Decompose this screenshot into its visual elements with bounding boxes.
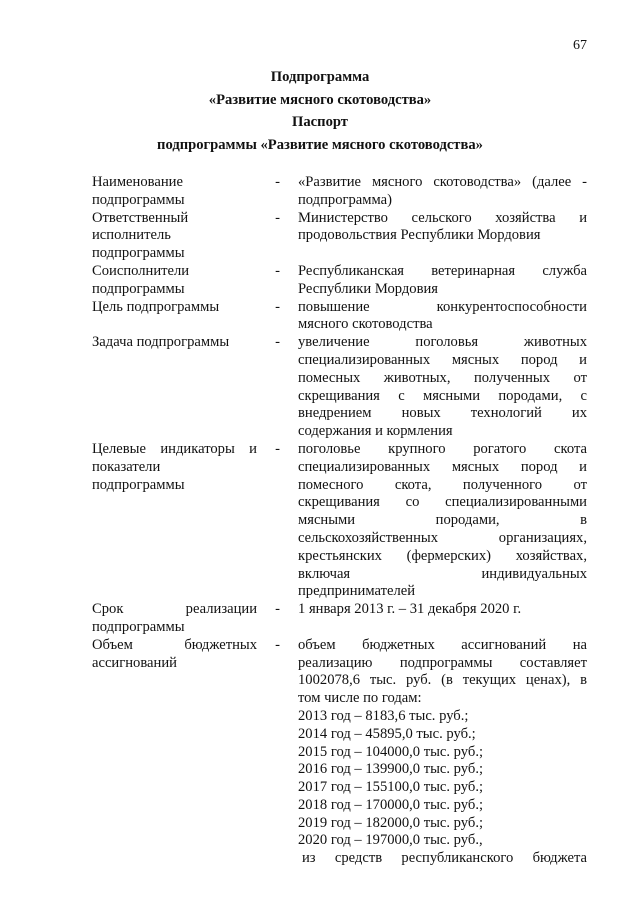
page-number: 67 xyxy=(573,38,587,53)
label-line: Цель подпрограммы xyxy=(92,298,220,315)
value-line: специализированных мясных пород и xyxy=(298,351,587,368)
label-line: подпрограммы xyxy=(92,280,185,297)
value-line: скрещивания с мясными породами, с xyxy=(298,387,587,404)
row-value xyxy=(298,441,587,601)
value-line: предпринимателей xyxy=(298,583,416,600)
value-line: «Развитие мясного скотоводства» (далее - xyxy=(298,174,587,190)
value-line: из средств республиканского бюджета xyxy=(302,850,587,867)
heading-subprogram: Подпрограмма xyxy=(270,69,370,85)
label-line: Ответственный xyxy=(92,209,189,226)
label-line: Объем бюджетных xyxy=(92,636,257,653)
row-dash: - xyxy=(275,636,280,653)
value-line: внедрением новых технологий их xyxy=(298,405,587,422)
value-line: мясного скотоводства xyxy=(298,316,433,333)
passport-row-goal xyxy=(92,299,587,335)
value-line: увеличение поголовья животных xyxy=(298,334,587,351)
value-line: крестьянских (фермерских) хозяйствах, xyxy=(298,547,587,564)
value-line: помесного скота, полученного от xyxy=(298,476,587,493)
row-label xyxy=(92,210,257,263)
value-line: Республиканская ветеринарная служба xyxy=(298,262,587,279)
passport-row-coexecutors xyxy=(92,263,587,299)
row-dash: - xyxy=(275,174,280,190)
label-line: подпрограммы xyxy=(92,191,185,208)
row-dash: - xyxy=(275,262,280,279)
label-line: Соисполнители xyxy=(92,262,190,279)
passport-row-budget xyxy=(92,637,587,868)
value-line: Министерство сельского хозяйства и xyxy=(298,209,587,226)
row-dash: - xyxy=(275,601,280,618)
row-dash: - xyxy=(275,209,280,226)
value-line: специализированных мясных пород и xyxy=(298,458,587,475)
value-line: объем бюджетных ассигнований на xyxy=(298,636,587,653)
document-headings xyxy=(0,66,640,156)
passport-row-term xyxy=(92,601,587,637)
value-line: подпрограмма) xyxy=(298,191,392,208)
value-line: том числе по годам: xyxy=(298,690,422,707)
row-dash: - xyxy=(275,298,280,315)
budget-year-line: 2014 год – 45895,0 тыс. руб.; xyxy=(298,725,476,742)
budget-year-line: 2020 год – 197000,0 тыс. руб., xyxy=(298,832,483,849)
row-label xyxy=(92,441,257,494)
value-line: 1002078,6 тыс. руб. (в текущих ценах), в xyxy=(298,672,587,689)
row-value xyxy=(298,299,587,335)
passport-row-name xyxy=(92,174,587,210)
row-label xyxy=(92,174,257,210)
passport-table xyxy=(92,174,587,868)
row-label xyxy=(92,263,257,299)
heading-subprogram-title: «Развитие мясного скотоводства» xyxy=(208,91,432,108)
value-line: реализацию подпрограммы составляет xyxy=(298,654,587,671)
value-line: продовольствия Республики Мордовия xyxy=(298,227,541,244)
budget-year-line: 2016 год – 139900,0 тыс. руб.; xyxy=(298,761,484,778)
budget-year-line: 2013 год – 8183,6 тыс. руб.; xyxy=(298,707,469,724)
row-label xyxy=(92,334,257,352)
row-value xyxy=(298,263,587,299)
budget-year-line: 2017 год – 155100,0 тыс. руб.; xyxy=(298,779,484,796)
value-line: содержания и кормления xyxy=(298,423,453,440)
row-label xyxy=(92,637,257,673)
label-line: исполнитель xyxy=(92,227,171,244)
row-label xyxy=(92,299,257,317)
heading-passport: Паспорт xyxy=(292,114,348,130)
value-line: включая индивидуальных xyxy=(298,565,587,582)
value-line: сельскохозяйственных организациях, xyxy=(298,529,587,546)
row-dash: - xyxy=(275,334,280,351)
value-line: скрещивания со специализированными xyxy=(298,494,587,511)
value-line: поголовье крупного рогатого скота xyxy=(298,440,587,457)
row-value xyxy=(298,637,587,868)
budget-year-line: 2019 год – 182000,0 тыс. руб.; xyxy=(298,814,484,831)
label-line: подпрограммы xyxy=(92,618,185,635)
row-label xyxy=(92,601,257,637)
passport-row-task xyxy=(92,334,587,441)
row-value xyxy=(298,334,587,441)
value-line: 1 января 2013 г. – 31 декабря 2020 г. xyxy=(298,601,522,618)
label-line: Срок реализации xyxy=(92,601,257,618)
row-dash: - xyxy=(275,440,280,457)
budget-year-line: 2015 год – 104000,0 тыс. руб.; xyxy=(298,743,484,760)
label-line: подпрограммы xyxy=(92,476,185,493)
row-value xyxy=(298,174,587,210)
value-line: помесных животных, полученных от xyxy=(298,369,587,386)
value-line: повышение конкурентоспособности xyxy=(298,298,587,315)
label-line: ассигнований xyxy=(92,654,177,671)
label-line: Задача подпрограммы xyxy=(92,334,230,351)
value-line: мясными породами, в xyxy=(298,512,587,529)
passport-row-indicators xyxy=(92,441,587,601)
label-line: показатели xyxy=(92,458,161,475)
value-line: Республики Мордовия xyxy=(298,280,439,297)
row-value xyxy=(298,601,587,619)
label-line: Целевые индикаторы и xyxy=(92,440,257,457)
passport-row-responsible xyxy=(92,210,587,263)
label-line: подпрограммы xyxy=(92,245,185,262)
heading-passport-title: подпрограммы «Развитие мясного скотоводства» xyxy=(157,136,483,153)
label-line: Наименование xyxy=(92,174,183,190)
budget-year-line: 2018 год – 170000,0 тыс. руб.; xyxy=(298,796,484,813)
row-value xyxy=(298,210,587,246)
